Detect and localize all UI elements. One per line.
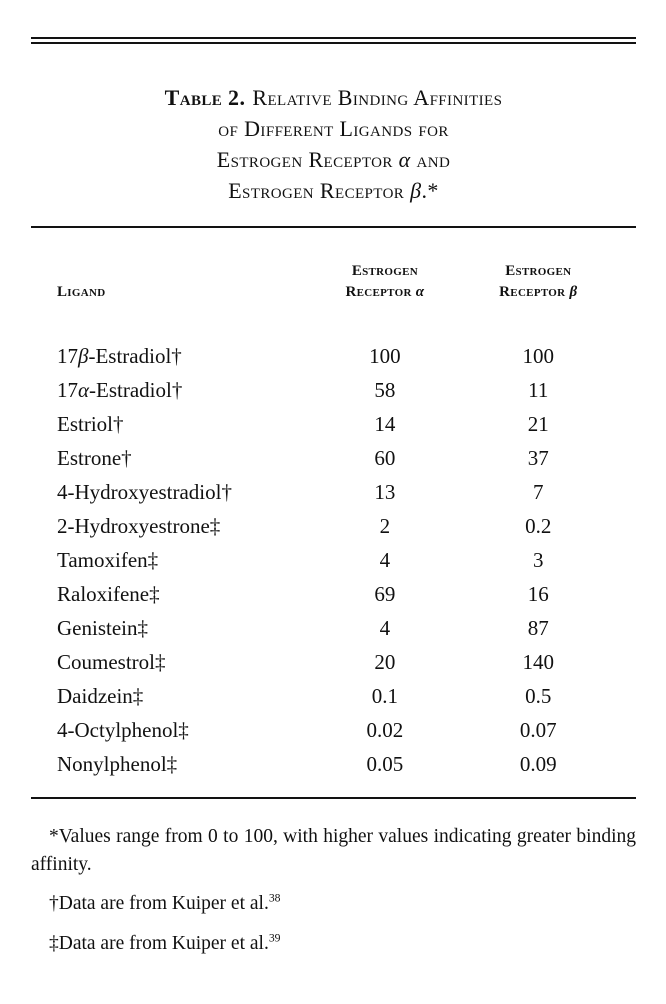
er-beta-value: 87 xyxy=(527,616,549,640)
greek-letter: α xyxy=(78,378,90,402)
table-title xyxy=(31,82,636,206)
footnote-text: †Data are from Kuiper et al. xyxy=(49,893,269,914)
title-line-3: Estrogen Receptor α and xyxy=(216,147,451,172)
greek-letter: α xyxy=(415,284,425,300)
citation-superscript: 39 xyxy=(268,931,281,944)
er-alpha-header-line-1: Estrogen xyxy=(351,263,419,279)
col-header-er-alpha xyxy=(303,261,466,339)
col-header-er-beta xyxy=(467,261,636,339)
ligand-row xyxy=(31,475,636,509)
er-alpha-value: 0.05 xyxy=(366,752,404,776)
er-alpha-value: 0.1 xyxy=(371,684,399,708)
ligand-row xyxy=(31,373,636,407)
ligand-name: Nonylphenol‡ xyxy=(57,752,178,776)
title-line-2: of Different Ligands for xyxy=(218,116,449,141)
greek-letter: β xyxy=(410,178,422,203)
ligand-name: 4-Hydroxyestradiol† xyxy=(57,480,232,504)
ligand-name: Genistein‡ xyxy=(57,616,148,640)
ligand-name: 17β-Estradiol† xyxy=(57,344,182,368)
footnote-text: *Values range from 0 to 100, with higher values indicating greater binding affinity. xyxy=(31,826,636,875)
citation-superscript: 38 xyxy=(268,891,281,905)
footnote-text: ‡Data are from Kuiper et al. xyxy=(49,932,269,954)
er-alpha-header-line-2: Receptor α xyxy=(345,284,425,300)
er-beta-header-line-2: Receptor β xyxy=(499,284,578,300)
ligand-row xyxy=(31,543,636,577)
ligand-row xyxy=(31,679,636,713)
er-beta-value: 7 xyxy=(533,480,544,504)
greek-letter: β xyxy=(78,344,89,368)
footnote xyxy=(31,823,636,878)
ligand-row xyxy=(31,611,636,645)
er-alpha-value: 4 xyxy=(379,548,391,572)
footnote xyxy=(31,890,636,918)
title-divider-rule xyxy=(31,226,636,228)
er-beta-value: 140 xyxy=(522,650,555,674)
ligand-name: 4-Octylphenol‡ xyxy=(57,718,189,742)
table-header xyxy=(31,261,636,339)
er-beta-value: 100 xyxy=(522,344,555,368)
ligand-name: Estriol† xyxy=(57,412,124,436)
er-beta-header-line-1: Estrogen xyxy=(505,263,572,279)
ligand-row xyxy=(31,577,636,611)
er-beta-value: 21 xyxy=(527,412,549,436)
ligand-row xyxy=(31,407,636,441)
ligand-name: Estrone† xyxy=(57,446,132,470)
ligand-name: 17α-Estradiol† xyxy=(57,378,183,402)
er-beta-value: 0.09 xyxy=(519,752,557,776)
er-beta-value: 0.5 xyxy=(525,684,552,708)
footnote xyxy=(31,930,636,958)
er-alpha-value: 14 xyxy=(374,412,396,436)
title-line-1-text: Relative Binding Affinities xyxy=(252,85,503,110)
er-alpha-value: 100 xyxy=(369,344,401,368)
er-beta-value: 0.07 xyxy=(519,718,557,742)
er-alpha-value: 20 xyxy=(374,650,396,674)
er-beta-value: 37 xyxy=(527,446,549,470)
er-alpha-value: 13 xyxy=(374,480,396,504)
ligand-name: Daidzein‡ xyxy=(57,684,144,708)
er-beta-value: 16 xyxy=(527,582,549,606)
ligand-name: 2-Hydroxyestrone‡ xyxy=(57,514,221,538)
er-alpha-value: 60 xyxy=(374,446,396,470)
table-number-label: Table 2. xyxy=(164,85,246,110)
ligand-name: Raloxifene‡ xyxy=(57,582,160,606)
ligand-row xyxy=(31,509,636,543)
greek-letter: α xyxy=(398,147,411,172)
er-alpha-value: 58 xyxy=(374,378,396,402)
table-body xyxy=(31,339,636,781)
er-alpha-value: 2 xyxy=(379,514,391,538)
title-line-1 xyxy=(31,82,636,113)
ligand-row xyxy=(31,441,636,475)
bottom-rule xyxy=(31,797,636,799)
ligand-name: Tamoxifen‡ xyxy=(57,548,159,572)
er-alpha-value: 4 xyxy=(379,616,391,640)
top-double-rule xyxy=(31,37,636,44)
ligand-row xyxy=(31,339,636,373)
er-beta-value: 0.2 xyxy=(525,514,552,538)
ligand-row xyxy=(31,747,636,781)
er-alpha-value: 69 xyxy=(374,582,396,606)
binding-affinity-table xyxy=(31,261,636,781)
er-alpha-value: 0.02 xyxy=(366,718,404,742)
header-row xyxy=(31,261,636,339)
ligand-row xyxy=(31,713,636,747)
ligand-name: Coumestrol‡ xyxy=(57,650,166,674)
greek-letter: β xyxy=(569,284,578,300)
ligand-row xyxy=(31,645,636,679)
er-beta-value: 11 xyxy=(528,378,549,402)
col-header-ligand: Ligand xyxy=(57,284,106,300)
er-beta-value: 3 xyxy=(533,548,544,572)
title-line-4: Estrogen Receptor β.* xyxy=(228,178,439,203)
footnotes xyxy=(31,823,636,957)
